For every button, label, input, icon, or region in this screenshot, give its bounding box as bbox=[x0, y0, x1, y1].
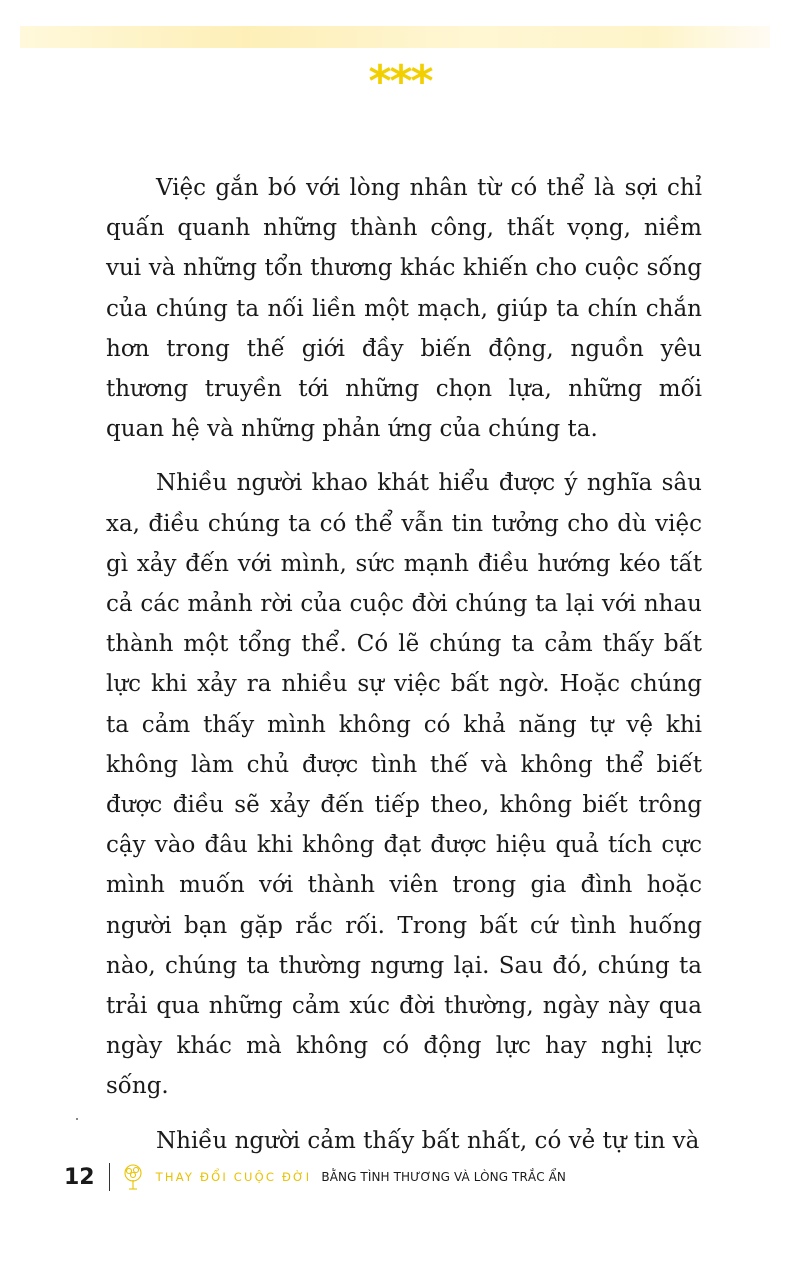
page-number: 12 bbox=[64, 1164, 95, 1190]
footer-divider bbox=[109, 1163, 110, 1191]
print-speck bbox=[76, 1118, 78, 1120]
tree-icon bbox=[120, 1163, 146, 1191]
top-decorative-strip bbox=[20, 26, 770, 48]
section-ornament: *** bbox=[368, 56, 432, 107]
body-text bbox=[106, 168, 702, 1161]
series-title: THAY ĐỔI CUỘC ĐỜI bbox=[155, 1170, 312, 1184]
page-footer bbox=[64, 1162, 566, 1192]
paragraph-3: Nhiều người cảm thấy bất nhất, có vẻ tự tin và bbox=[156, 1127, 700, 1154]
book-subtitle: BẰNG TÌNH THƯƠNG VÀ LÒNG TRẮC ẨN bbox=[321, 1170, 566, 1184]
paragraph-1: Việc gắn bó với lòng nhân từ có thể là sợi chỉ quấn quanh những thành công, thất vọng, niềm vui và những tổn thương khác khiến cho cuộc sống của chúng ta nối liền một mạch, giúp ta chín chắn hơn trong thế giới đầy biến động, nguồn yêu thương truyền tới những chọn lựa, những mối quan hệ và những phản ứng của chúng ta. bbox=[106, 175, 702, 443]
paragraph-2: Nhiều người khao khát hiểu được ý nghĩa sâu xa, điều chúng ta có thể vẫn tin tưởng cho dù việc gì xảy đến với mình, sức mạnh điều hướng kéo tất cả các mảnh rời của cuộc đời chúng ta lại với nhau thành một tổng thể. Có lẽ chúng ta cảm thấy bất lực khi xảy ra nhiều sự việc bất ngờ. Hoặc chúng ta cảm thấy mình không có khả năng tự vệ khi không làm chủ được tình thế và không thể biết được điều sẽ xảy đến tiếp theo, không biết trông cậy vào đâu khi không đạt được hiệu quả tích cực mình muốn với thành viên trong gia đình hoặc người bạn gặp rắc rối. Trong bất cứ tình huống nào, chúng ta thường ngưng lại. Sau đó, chúng ta trải qua những cảm xúc đời thường, ngày này qua ngày khác mà không có động lực hay nghị lực sống. bbox=[106, 470, 702, 1100]
